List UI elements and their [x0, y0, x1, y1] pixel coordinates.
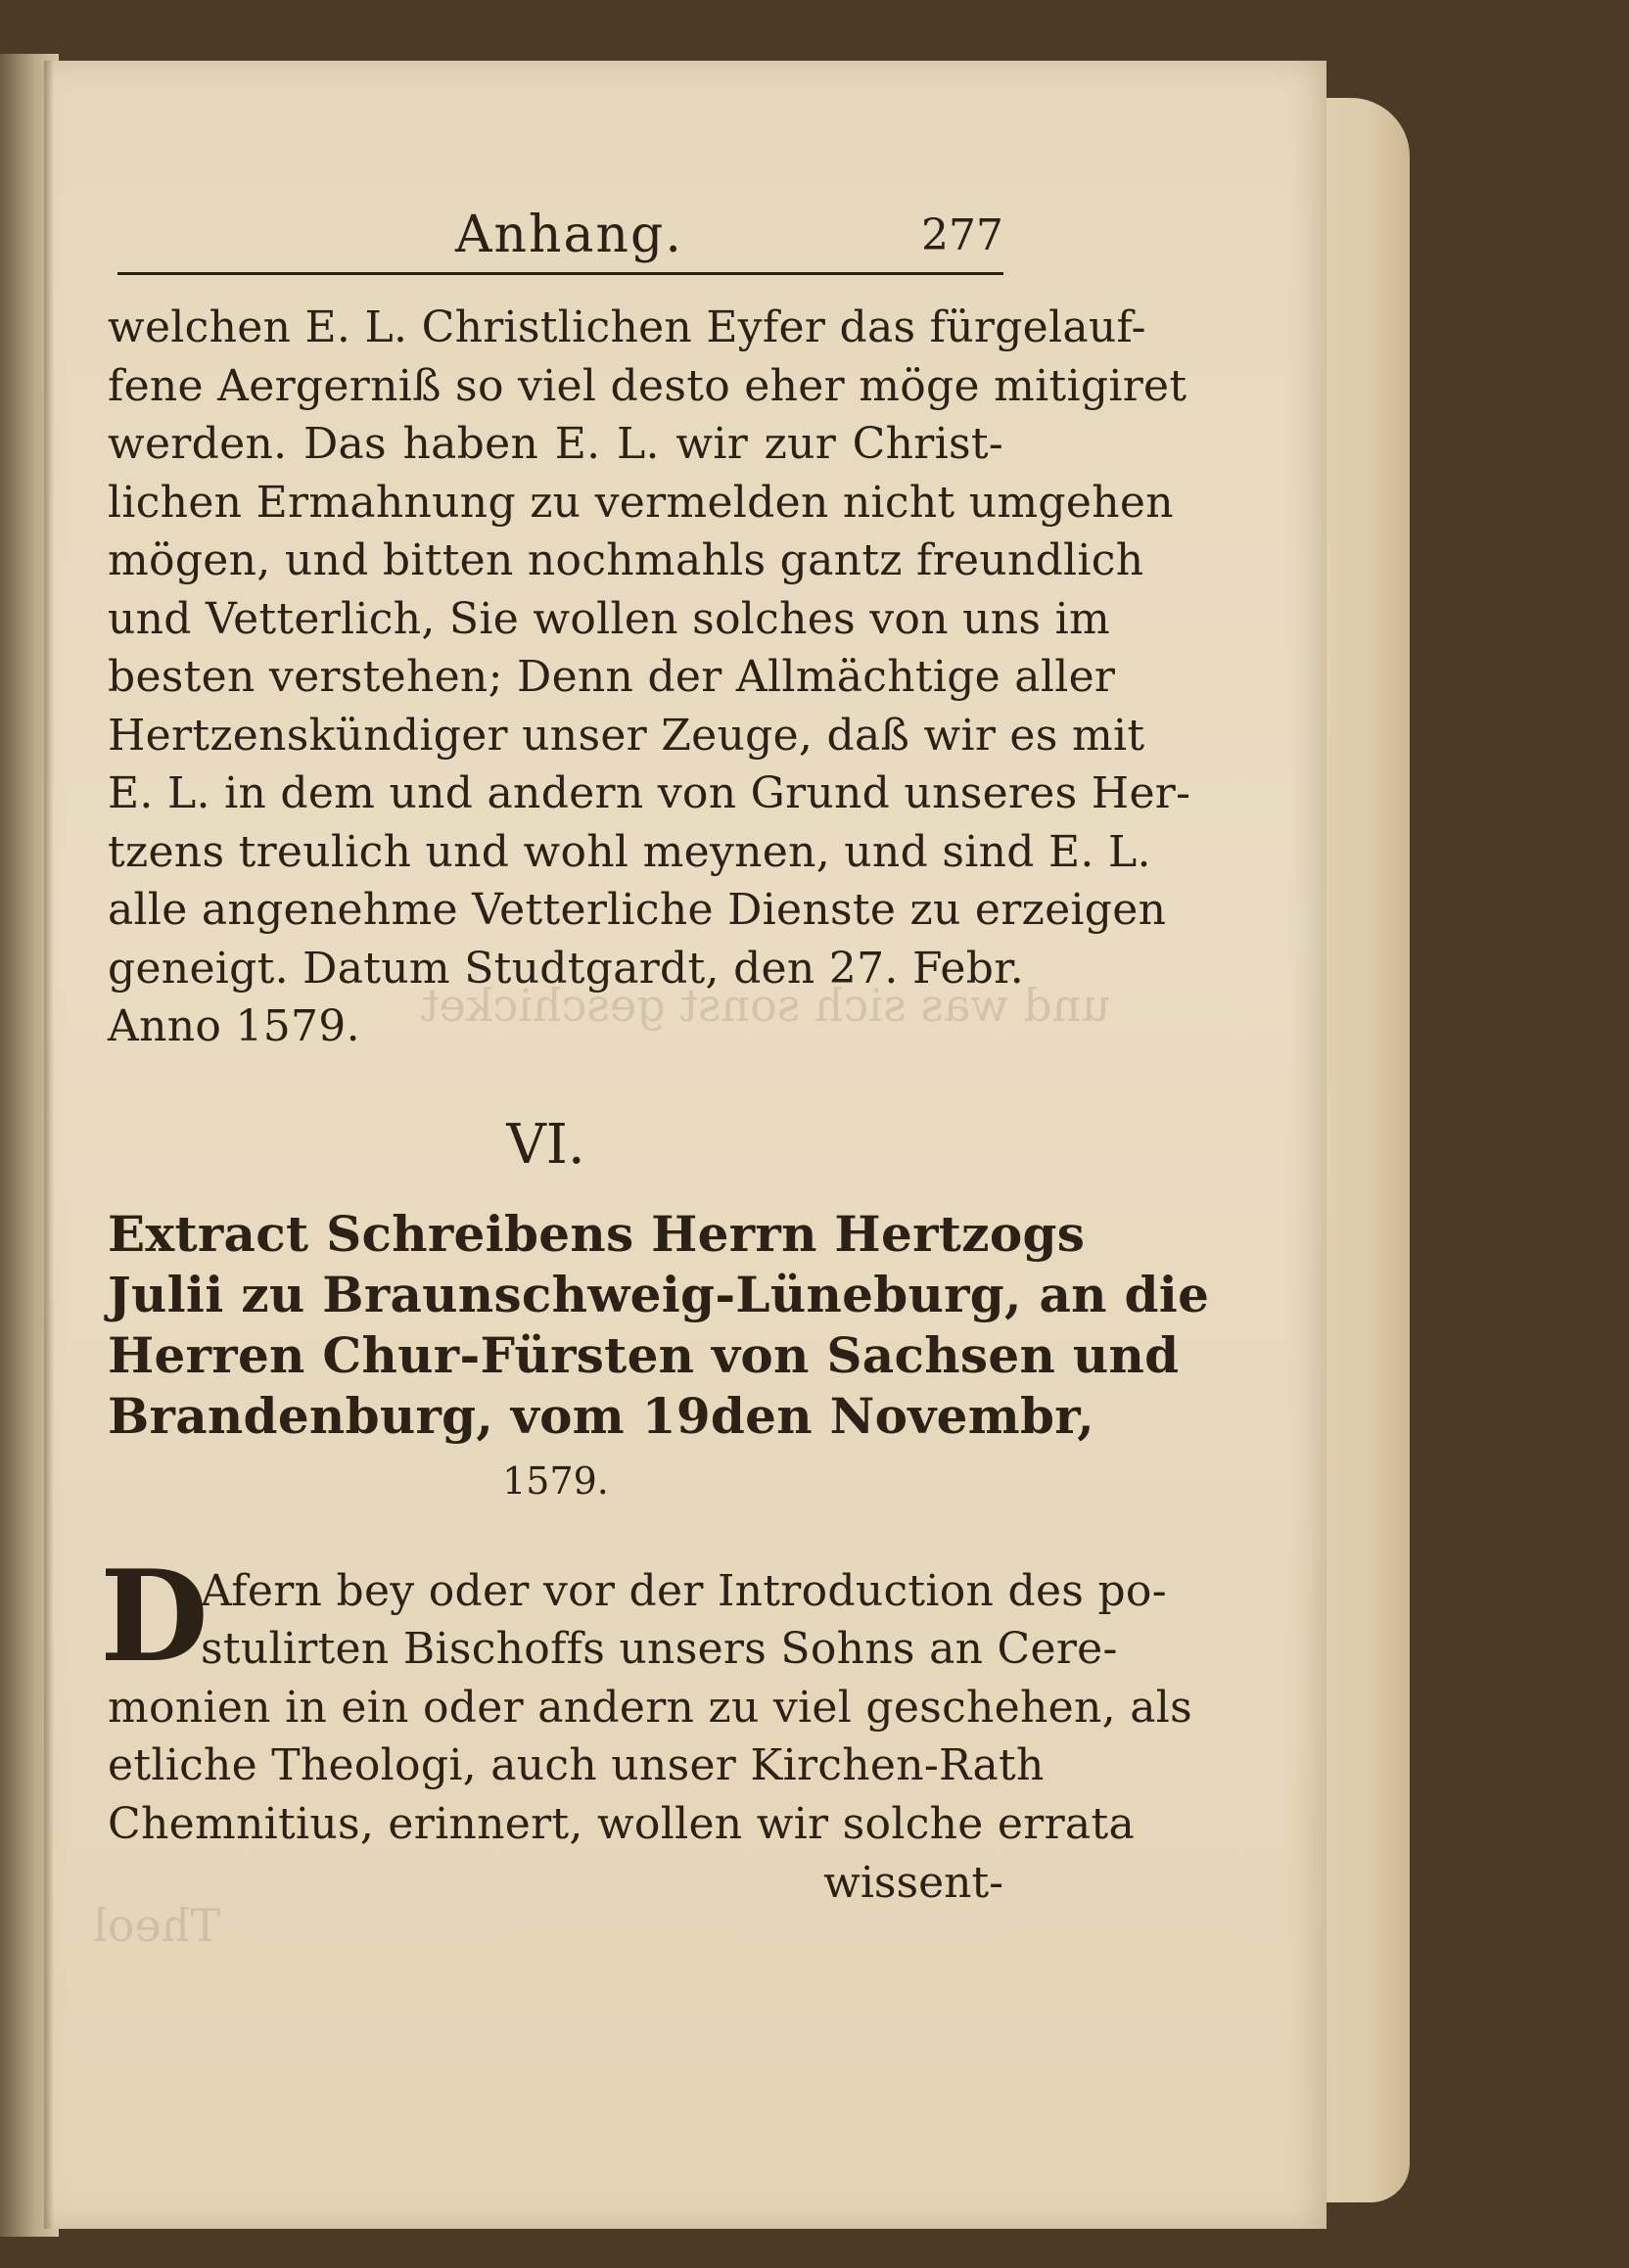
text-line: stulirten Bischoffs unsers Sohns an Cere-	[201, 1624, 1118, 1674]
heading-line: Extract Schreibens Herrn Hertzogs	[108, 1204, 1086, 1263]
text-line: mögen, und bitten nochmahls gantz freundlich	[108, 535, 1144, 585]
page-gutter	[44, 61, 54, 2229]
section-heading	[108, 1204, 1210, 1515]
text-line: monien in ein oder andern zu viel geschehen, als	[108, 1682, 1192, 1733]
page-header	[108, 206, 1003, 274]
text-line: welchen E. L. Christlichen Eyfer das fürgelauf-	[108, 302, 1146, 352]
heading-line: Brandenburg, vom 19den Novembr,	[108, 1386, 1094, 1445]
page-content	[100, 206, 1210, 1914]
text-line: werden. Das haben E. L. wir zur Christ-	[108, 419, 1003, 469]
heading-year: 1579.	[502, 1458, 609, 1503]
section-number: VI.	[506, 1112, 585, 1177]
heading-line: Julii zu Braunschweig-Lüneburg, an die	[108, 1265, 1210, 1323]
text-line: fene Aergerniß so viel desto eher möge mitigiret	[108, 360, 1187, 411]
drop-cap: D	[100, 1543, 209, 1690]
page-number: 277	[921, 210, 1003, 260]
letter-end-text	[108, 299, 1191, 1056]
bleed-through-text: Theol	[93, 1899, 220, 1952]
text-line: alle angenehme Vetterliche Dienste zu erzeigen	[108, 885, 1167, 935]
header-rule	[117, 272, 1003, 275]
paragraph	[100, 1543, 1192, 1915]
heading-line: Herren Chur-Fürsten von Sachsen und	[108, 1325, 1180, 1384]
text-line: Chemnitius, erinnert, wollen wir solche errata	[108, 1798, 1135, 1849]
text-line: E. L. in dem und andern von Grund unseres Her-	[108, 768, 1191, 818]
text-line: und Vetterlich, Sie wollen solches von uns im	[108, 593, 1110, 644]
text-line: etliche Theologi, auch unser Kirchen-Rath	[108, 1740, 1045, 1790]
text-line: geneigt. Datum Studtgardt, den 27. Febr.	[108, 943, 1024, 994]
catchword: wissent-	[823, 1858, 1003, 1908]
text-line: Hertzenskündiger unser Zeuge, daß wir es mit	[108, 710, 1145, 761]
text-line: besten verstehen; Denn der Allmächtige aller	[108, 652, 1116, 702]
bleed-through-text: und was sich sonst geschicket	[421, 979, 1111, 1032]
text-line: Afern bey oder vor der Introduction des po-	[201, 1565, 1167, 1616]
text-line: tzens treulich und wohl meynen, und sind E. L.	[108, 826, 1151, 877]
running-head: Anhang.	[455, 206, 683, 264]
text-line: Anno 1579.	[108, 1001, 360, 1051]
text-line: lichen Ermahnung zu vermelden nicht umgehen	[108, 477, 1174, 528]
